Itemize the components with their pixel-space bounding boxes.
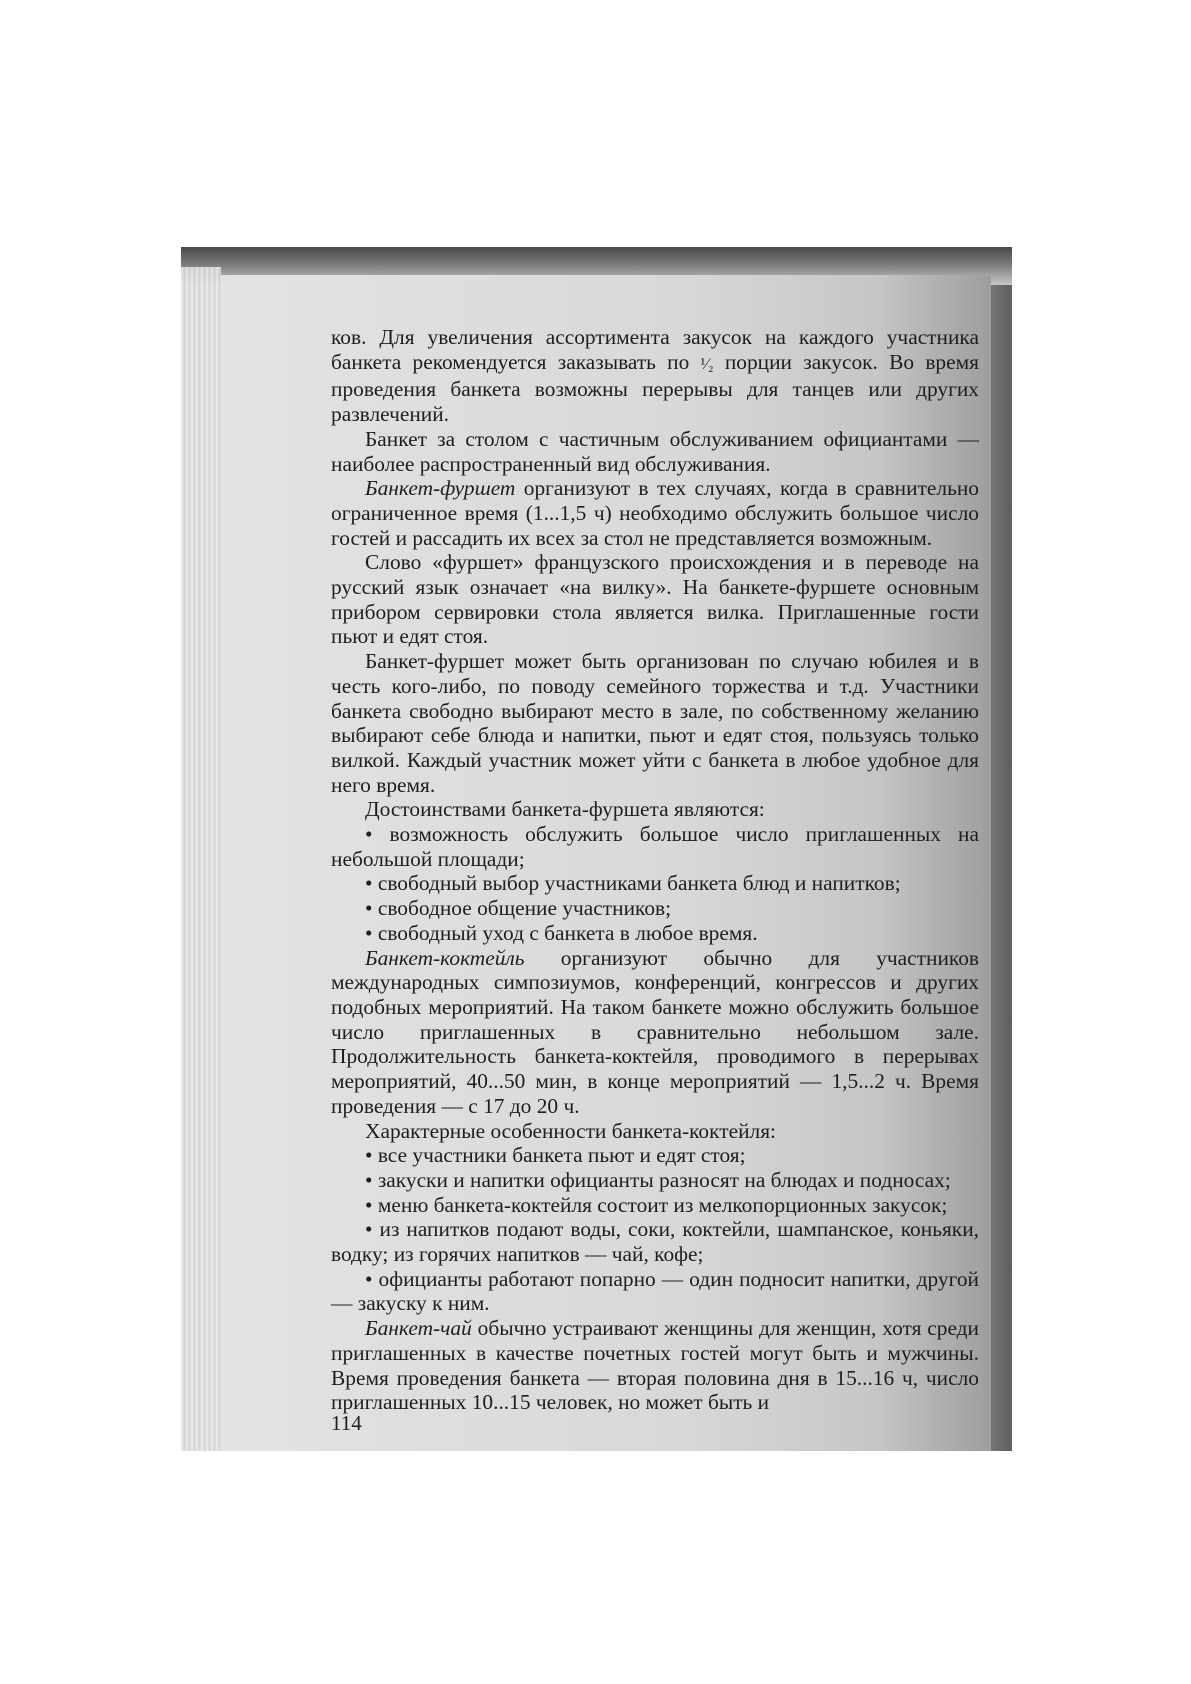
paragraph-p12 bbox=[331, 1119, 979, 1144]
text-run: • возможность обслужить большое число приглашенных на небольшой площади; bbox=[331, 822, 979, 871]
text-run: • все участники банкета пьют и едят стоя; bbox=[365, 1143, 746, 1168]
italic-term: Банкет-фуршет bbox=[365, 476, 516, 501]
italic-term: Банкет-коктейль bbox=[365, 945, 525, 970]
paragraph-p9 bbox=[331, 896, 979, 921]
paragraph-p18 bbox=[331, 1316, 979, 1415]
body-text bbox=[331, 325, 979, 1415]
text-run: Банкет за столом с частичным обслуживанием официантами — наиболее распространенный вид обслуживания. bbox=[331, 426, 979, 476]
text-run: • официанты работают попарно — один подносит напитки, другой — закуску к ним. bbox=[331, 1266, 979, 1316]
fraction: ¹⁄₂ bbox=[700, 355, 714, 373]
text-run: организуют обычно для участников международных симпозиумов, конференций, конгрессов и других подобных мероприятий. На таком банкете можно обслужить большое число приглашенных в сравнительно небольшом зале. Продолжительность банкета-коктейля, проводимого в перерывах мероприятий, 40...50 мин, в конце мероприятий — 1,5...2 ч. Время проведения — с 17 до 20 ч. bbox=[331, 945, 979, 1118]
text-run: • свободное общение участников; bbox=[365, 896, 672, 921]
paragraph-p6 bbox=[331, 797, 979, 822]
page-number: 114 bbox=[331, 1411, 362, 1435]
text-run: • из напитков подают воды, соки, коктейли, шампанское, коньяки, водку; из горячих напитков — чай, кофе; bbox=[331, 1217, 979, 1267]
text-run: ков. Для увеличения ассортимента закусок на каждого участника банкета рекомендуется заказывать по bbox=[331, 325, 979, 374]
paragraph-p2 bbox=[331, 427, 979, 476]
text-run: • закуски и напитки официанты разносят на блюдах и подносах; bbox=[365, 1167, 951, 1192]
scanned-book-page bbox=[181, 247, 1012, 1451]
text-run: • свободный уход с банкета в любое время. bbox=[365, 920, 758, 945]
paragraph-p10 bbox=[331, 921, 979, 946]
text-run: Достоинствами банкета-фуршета являются: bbox=[365, 797, 765, 822]
paragraph-p1 bbox=[331, 325, 979, 427]
page-stack-edges bbox=[181, 267, 221, 1451]
paragraph-p8 bbox=[331, 871, 979, 896]
italic-term: Банкет-чай bbox=[365, 1316, 472, 1341]
text-run: Слово «фуршет» французского происхождения и в переводе на русский язык означает «на вилку». На банкете-фуршете основным прибором сервировки стола является вилка. Приглашенные гости пьют и едят стоя. bbox=[331, 550, 979, 649]
text-run: обычно устраивают женщины для женщин, хотя среди приглашенных в качестве почетных гостей могут быть и мужчины. Время проведения банкета — вторая половина дня в 15...16 ч, число приглашенных 10...15 человек, но может быть и bbox=[331, 1316, 979, 1415]
text-run: Характерные особенности банкета-коктейля: bbox=[365, 1118, 776, 1143]
paragraph-p3 bbox=[331, 476, 979, 550]
paragraph-p4 bbox=[331, 550, 979, 649]
text-run: Банкет-фуршет может быть организован по случаю юбилея и в честь кого-либо, по поводу семейного торжества и т.д. Участники банкета свободно выбирают место в зале, по собственному желанию выбирают себе блюда и напитки, пьют и едят стоя, пользуясь только вилкой. Каждый участник может уйти с банкета в любое удобное для него время. bbox=[331, 649, 979, 797]
paragraph-p7 bbox=[331, 822, 979, 871]
text-run: порции закусок. Во время проведения банкета возможны перерывы для танцев или других развлечений. bbox=[331, 349, 979, 427]
paragraph-p16 bbox=[331, 1217, 979, 1266]
paragraph-p13 bbox=[331, 1143, 979, 1168]
paragraph-p11 bbox=[331, 946, 979, 1119]
paragraph-p15 bbox=[331, 1193, 979, 1218]
text-run: • свободный выбор участниками банкета блюд и напитков; bbox=[365, 871, 901, 896]
text-run: • меню банкета-коктейля состоит из мелкопорционных закусок; bbox=[365, 1192, 948, 1217]
paragraph-p5 bbox=[331, 649, 979, 797]
paragraph-p17 bbox=[331, 1267, 979, 1316]
text-run: организуют в тех случаях, когда в сравнительно ограниченное время (1...1,5 ч) необходимо обслужить большое число гостей и рассадить их всех за стол не представляется возможным. bbox=[331, 476, 979, 550]
paragraph-p14 bbox=[331, 1168, 979, 1193]
